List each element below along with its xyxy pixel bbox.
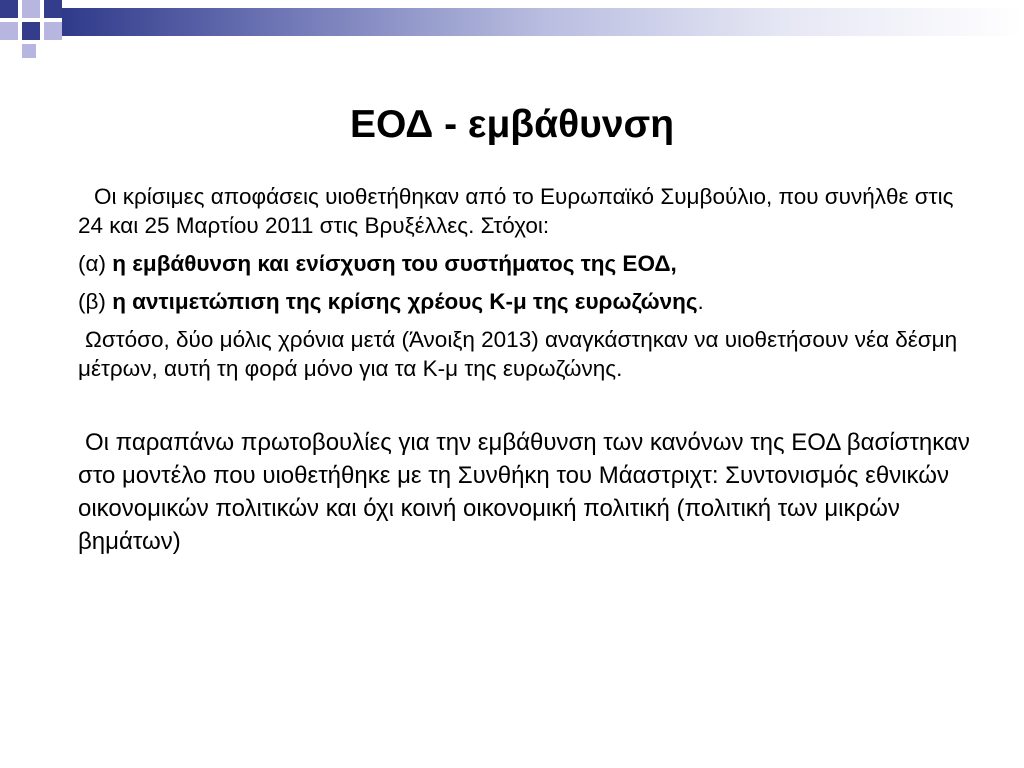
goal-item-b-prefix: (β)	[78, 289, 113, 314]
slide-title: ΕΟΔ - εμβάθυνση	[349, 103, 675, 146]
goal-item-a-prefix: (α)	[78, 251, 113, 276]
decor-square-4	[0, 22, 18, 40]
decor-square-3	[44, 0, 62, 18]
decor-square-6	[44, 22, 62, 40]
goal-item-b-suffix: .	[697, 289, 704, 314]
goal-item-a-text: η εμβάθυνση και ενίσχυση του συστήματος της ΕΟΔ,	[112, 251, 677, 276]
header-gradient-bar	[62, 8, 1024, 36]
decor-square-5	[22, 22, 40, 40]
paragraph-maastricht-model: Οι παραπάνω πρωτοβουλίες για την εμβάθυνση των κανόνων της ΕΟΔ βασίστηκαν στο μοντέλο που υιοθετήθηκε με τη Συνθήκη του Μάαστριχτ: Συντονισμός εθνικών οικονομικών πολιτικών και όχι κοινή οικονομική πολιτική (πολιτική των μικρών βημάτων)	[78, 429, 970, 555]
goal-item-a	[78, 249, 978, 278]
paragraph-decisions: Οι κρίσιμες αποφάσεις υιοθετήθηκαν από το Ευρωπαϊκό Συμβούλιο, που συνήλθε στις 24 και 25 Μαρτίου 2011 στις Βρυξέλλες. Στόχοι:	[78, 184, 954, 238]
goal-item-b-text: η αντιμετώπιση της κρίσης χρέους Κ-μ της ευρωζώνης	[112, 289, 698, 314]
decor-square-2	[22, 0, 40, 18]
slide-body	[78, 182, 978, 558]
paragraph-new-measures: Ωστόσο, δύο μόλις χρόνια μετά (Άνοιξη 2013) αναγκάστηκαν να υιοθετήσουν νέα δέσμη μέτρων, αυτή τη φορά μόνο για τα Κ-μ της ευρωζώνης.	[78, 327, 958, 381]
goal-item-b	[78, 287, 978, 316]
decor-square-1	[0, 0, 18, 18]
decor-square-7	[22, 44, 36, 58]
